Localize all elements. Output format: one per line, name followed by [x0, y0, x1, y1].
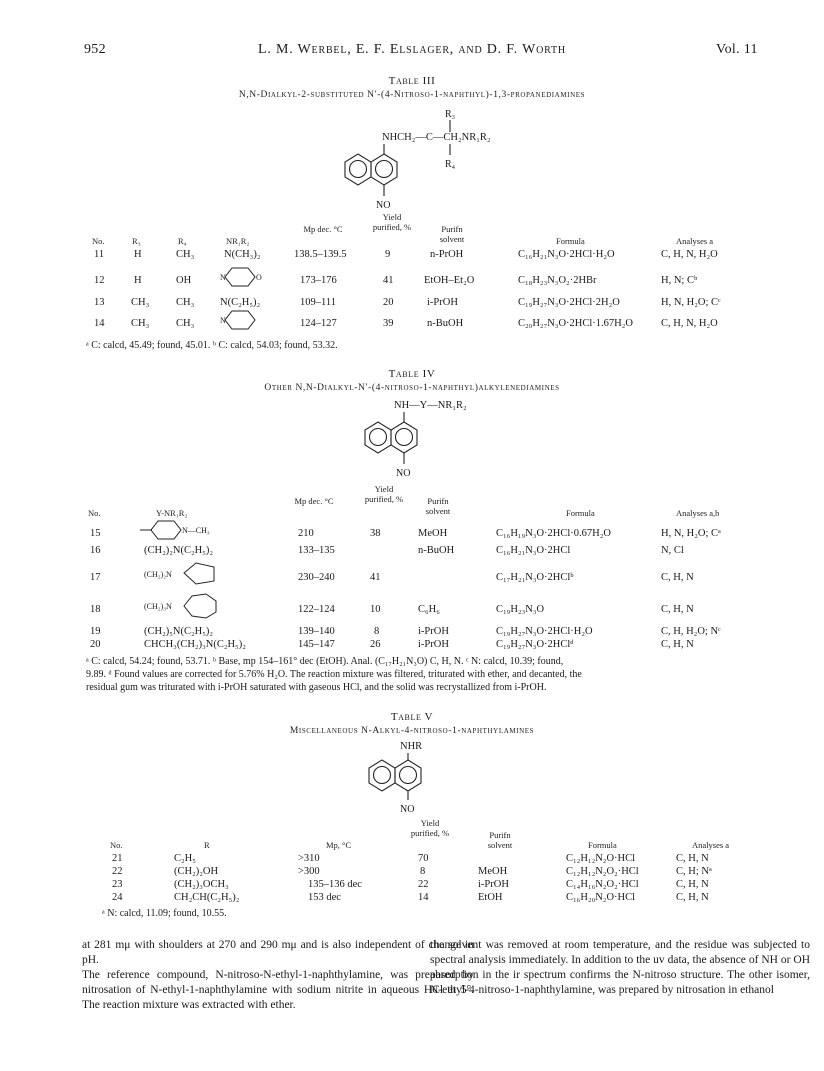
- t3-cell-analyses: H, N, H₂O; Cᶜ: [661, 297, 721, 308]
- t3-cell-r4: CH₃: [176, 297, 195, 308]
- t5-cell-r: (CH₂)₃OCH₃: [174, 879, 229, 890]
- page-number: 952: [84, 42, 106, 57]
- t3-cell-formula: C₁₈H₂₃N₃O₂·2HBr: [518, 275, 597, 286]
- t4-cell-solvent: i-PrOH: [418, 639, 449, 650]
- t4-cell-no: 15: [90, 528, 101, 539]
- t4-cell-mp: 210: [298, 528, 314, 539]
- t4-cell-mp: 145–147: [298, 639, 335, 650]
- t4-cell-no: 16: [90, 545, 101, 556]
- t4-cell-analyses: C, H, N: [661, 639, 694, 650]
- t5-chain: NHR: [400, 741, 423, 752]
- t4-h-analyses: Analyses a,b: [676, 508, 720, 518]
- t3-no: NO: [376, 200, 391, 211]
- t4-cell-y: (CH₂)₂N: [144, 570, 172, 579]
- t3-cell-mp: 138.5–139.5: [294, 249, 347, 260]
- t3-cell-yield: 39: [383, 318, 394, 329]
- t3-h-mp: Mp dec. °C: [303, 224, 343, 234]
- t3-cell-no: 12: [94, 275, 105, 286]
- t5-h-formula: Formula: [588, 840, 617, 850]
- t3-footnote: ᵃ C: calcd, 45.49; found, 45.01. ᵇ C: calcd, 54.03; found, 53.32.: [86, 340, 338, 351]
- running-authors: L. M. Werbel, E. F. Elslager, and D. F. Worth: [258, 42, 566, 57]
- t4-cell-mp: 139–140: [298, 626, 335, 637]
- t3-h-r4: R₄: [178, 236, 187, 246]
- body-right-column: the solvent was removed at room temperature, and the residue was subjected to spectral analysis immediately. In addition to the uv data, the absence of NH or OH absorption in the ir spectrum confirms the N-nitroso structure. The other isomer, N-ethyl-4-nitroso-1-naphthylamine, was prepared by nitrosation in ethanol: [430, 939, 810, 996]
- t4-cell-y: (CH₂)₃N: [144, 602, 172, 611]
- t3-cell-formula: C₁₉H₂₇N₃O·2HCl·2H₂O: [518, 297, 620, 308]
- piperidine-ring-icon: [220, 309, 264, 331]
- t3-cell-r4: OH: [176, 275, 192, 286]
- table4-structure: [350, 394, 500, 484]
- t3-cell-yield: 20: [383, 297, 394, 308]
- t5-cell-mp: 135–136 dec: [308, 879, 362, 890]
- t4-footnote-line1: ᵃ C: calcd, 54.24; found, 53.71. ᵇ Base, mp 154–161° dec (EtOH). Anal. (C₁₇H₂₁N₃O) C, H, N. ᶜ N: calcd, 10.39; found,: [86, 656, 564, 667]
- t4-cell-formula: C₁₇H₂₁N₃O·2HClᵇ: [496, 572, 574, 583]
- t5-cell-mp: 153 dec: [308, 892, 341, 903]
- t4-h-no: No.: [88, 508, 101, 518]
- t5-cell-solvent: MeOH: [478, 866, 508, 877]
- t5-cell-formula: C₁₂H₁₂N₂O·HCl: [566, 853, 636, 864]
- t3-cell-mp: 124–127: [300, 318, 337, 329]
- t3-cell-r3: H: [134, 275, 142, 286]
- t3-cell-yield: 9: [385, 249, 391, 260]
- t3-h-formula: Formula: [556, 236, 585, 246]
- t5-cell-no: 21: [112, 853, 123, 864]
- t4-cell-formula: C₁₉H₂₇N₃O·2HCl·H₂O: [496, 626, 593, 637]
- t4-no: NO: [396, 468, 411, 479]
- table4-label: Table IV: [388, 368, 436, 380]
- t3-cell-analyses: C, H, N, H₂O: [661, 318, 718, 329]
- t4-cell-yield: 38: [370, 528, 381, 539]
- t4-cell-formula: C₁₆H₂₁N₃O·2HCl: [496, 545, 571, 556]
- t5-cell-yield: 8: [420, 866, 426, 877]
- table3-label: Table III: [388, 75, 436, 87]
- table5-structure: [354, 736, 474, 818]
- t3-cell-r3: H: [134, 249, 142, 260]
- t5-cell-solvent: i-PrOH: [478, 879, 509, 890]
- naphthalene-ring: [369, 760, 421, 791]
- t4-cell-analyses: N, Cl: [661, 545, 684, 556]
- t3-cell-formula: C₁₆H₂₁N₃O·2HCl·H₂O: [518, 249, 615, 260]
- t3-cell-mp: 173–176: [300, 275, 337, 286]
- t5-cell-yield: 14: [418, 892, 429, 903]
- t5-cell-analyses: C, H, N: [676, 853, 709, 864]
- t4-cell-y: N—CH₃: [182, 526, 210, 535]
- t5-cell-analyses: C, H; Nᵃ: [676, 866, 712, 877]
- t4-cell-mp: 230–240: [298, 572, 335, 583]
- t3-cell-yield: 41: [383, 275, 394, 286]
- t5-cell-r: C₂H₅: [174, 853, 196, 864]
- t3-cell-no: 11: [94, 249, 105, 260]
- t4-cell-yield: 8: [374, 626, 380, 637]
- t4-cell-analyses: C, H, H₂O; Nᶜ: [661, 626, 721, 637]
- t5-cell-analyses: C, H, N: [676, 892, 709, 903]
- t3-h-yield: Yield purified, %: [372, 212, 412, 232]
- t5-cell-formula: C₁₄H₁₆N₂O₂·HCl: [566, 879, 639, 890]
- t5-cell-formula: C₁₆H₂₀N₂O·HCl: [566, 892, 636, 903]
- t3-cell-solvent: EtOH–Et₂O: [424, 275, 475, 286]
- t5-h-analyses: Analyses a: [692, 840, 730, 850]
- t5-cell-analyses: C, H, N: [676, 879, 709, 890]
- t4-cell-yield: 10: [370, 604, 381, 615]
- t5-h-mp: Mp, °C: [326, 840, 352, 850]
- body-left-column: at 281 mμ with shoulders at 270 and 290 mμ and is also independent of change in pH. The reference compound, N-nitroso-N-ethyl-1-naphthylamine, was prepared by nitrosation of N-ethyl-1-naphthylamine with sodium nitrite in aqueous HCl at 5°. The reaction mixture was extracted with ether.: [82, 939, 474, 1011]
- t5-cell-no: 22: [112, 866, 123, 877]
- naphthalene-ring: [345, 154, 397, 185]
- t3-sub-top: R₃: [445, 109, 456, 120]
- t5-h-no: No.: [110, 840, 123, 850]
- t5-cell-no: 24: [112, 892, 123, 903]
- t3-cell-r3: CH₃: [131, 297, 150, 308]
- t3-cell-analyses: C, H, N, H₂O: [661, 249, 718, 260]
- t5-h-yield: Yield purified, %: [410, 818, 450, 838]
- t4-cell-analyses: H, N, H₂O; Cᵃ: [661, 528, 721, 539]
- t4-cell-yield: 41: [370, 572, 381, 583]
- t4-cell-formula: C₁₉H₂₇N₃O·2HClᵈ: [496, 639, 574, 650]
- t5-footnote: ᵃ N: calcd, 11.09; found, 10.55.: [102, 908, 227, 919]
- pyrrolidine-ring-icon: [180, 560, 224, 586]
- svg-text:N: N: [220, 273, 226, 282]
- t4-cell-solvent: C₆H₆: [418, 604, 440, 615]
- table3-structure: [330, 102, 530, 214]
- t4-h-y: Y-NR₁R₂: [156, 508, 188, 518]
- table5-title: Miscellaneous N-Alkyl-4-nitroso-1-naphthylamines: [289, 726, 535, 736]
- t4-cell-no: 18: [90, 604, 101, 615]
- t3-cell-solvent: n-PrOH: [430, 249, 464, 260]
- t3-cell-solvent: i-PrOH: [427, 297, 458, 308]
- t3-cell-analyses: H, N; Cᵇ: [661, 275, 698, 286]
- t3-sub-bottom: R₄: [445, 159, 456, 170]
- t4-cell-mp: 133–135: [298, 545, 335, 556]
- t4-chain: NH—Y—NR₁R₂: [394, 400, 467, 411]
- volume-label: Vol. 11: [716, 42, 758, 57]
- t3-cell-r4: CH₃: [176, 249, 195, 260]
- t4-h-mp: Mp dec. °C: [294, 496, 334, 506]
- azepine-ring-icon: [180, 592, 224, 620]
- t5-no: NO: [400, 804, 415, 815]
- t3-cell-no: 14: [94, 318, 105, 329]
- t5-cell-no: 23: [112, 879, 123, 890]
- svg-text:N: N: [220, 316, 226, 325]
- t3-cell-no: 13: [94, 297, 105, 308]
- t4-footnote-line3: residual gum was triturated with i-PrOH saturated with gaseous HCl, and the solid was recrystallized from i-PrOH.: [86, 682, 547, 693]
- t5-cell-r: CH₂CH(C₂H₅)₂: [174, 892, 240, 903]
- t4-cell-y: (CH₂)₂N(C₂H₅)₂: [144, 545, 214, 556]
- t4-cell-no: 19: [90, 626, 101, 637]
- t4-h-yield: Yield purified, %: [364, 484, 404, 504]
- naphthalene-ring: [365, 422, 417, 453]
- t4-cell-mp: 122–124: [298, 604, 335, 615]
- t3-cell-r4: CH₃: [176, 318, 195, 329]
- t5-cell-mp: >310: [298, 853, 320, 864]
- t5-cell-formula: C₁₂H₁₂N₂O₂·HCl: [566, 866, 639, 877]
- t3-chain: NHCH₂—C—CH₂NR₁R₂: [382, 132, 491, 143]
- t3-cell-formula: C₂₀H₂₇N₃O·2HCl·1.67H₂O: [518, 318, 634, 329]
- t3-h-nr: NR₁R₂: [226, 236, 250, 246]
- t5-h-solvent: Purifn solvent: [487, 830, 513, 850]
- t4-cell-formula: C₁₉H₂₃N₃O: [496, 604, 545, 615]
- morpholine-ring-icon: [220, 266, 264, 288]
- t5-cell-r: (CH₂)₂OH: [174, 866, 219, 877]
- t3-h-analyses: Analyses a: [676, 236, 714, 246]
- t4-cell-analyses: C, H, N: [661, 572, 694, 583]
- t4-cell-no: 17: [90, 572, 101, 583]
- t5-cell-solvent: EtOH: [478, 892, 503, 903]
- t3-h-solvent: Purifn solvent: [439, 224, 465, 244]
- t4-h-solvent: Purifn solvent: [425, 496, 451, 516]
- t5-h-r: R: [204, 840, 210, 850]
- t4-cell-no: 20: [90, 639, 101, 650]
- t4-h-formula: Formula: [566, 508, 595, 518]
- table3-title: N,N-Dialkyl-2-substituted N′-(4-Nitroso-1-naphthyl)-1,3-propanediamines: [238, 90, 586, 100]
- t5-cell-mp: >300: [298, 866, 320, 877]
- t3-cell-r3: CH₃: [131, 318, 150, 329]
- t4-cell-y: CHCH₃(CH₂)₃N(C₂H₅)₂: [144, 639, 246, 650]
- svg-text:O: O: [256, 273, 262, 282]
- t4-cell-solvent: MeOH: [418, 528, 448, 539]
- t5-cell-yield: 70: [418, 853, 429, 864]
- t4-cell-formula: C₁₆H₁₉N₃O·2HCl·0.67H₂O: [496, 528, 612, 539]
- t3-cell-mp: 109–111: [300, 297, 336, 308]
- t5-cell-yield: 22: [418, 879, 429, 890]
- t3-h-no: No.: [92, 236, 105, 246]
- t3-cell-nr: N(C₂H₅)₂: [220, 297, 261, 308]
- table4-title: Other N,N-Dialkyl-N′-(4-nitroso-1-naphthyl)alkylenediamines: [264, 383, 560, 393]
- t3-cell-solvent: n-BuOH: [427, 318, 464, 329]
- t3-h-r3: R₃: [132, 236, 141, 246]
- t4-cell-yield: 26: [370, 639, 381, 650]
- t4-cell-solvent: i-PrOH: [418, 626, 449, 637]
- t4-cell-solvent: n-BuOH: [418, 545, 455, 556]
- t4-footnote-line2: 9.89. ᵈ Found values are corrected for 5.76% H₂O. The reaction mixture was filtered, triturated with ether, and decanted, the: [86, 669, 582, 680]
- t4-cell-analyses: C, H, N: [661, 604, 694, 615]
- table5-label: Table V: [390, 711, 434, 723]
- t4-cell-y: (CH₂)₅N(C₂H₅)₂: [144, 626, 214, 637]
- t3-cell-nr: N(CH₃)₂: [224, 249, 261, 260]
